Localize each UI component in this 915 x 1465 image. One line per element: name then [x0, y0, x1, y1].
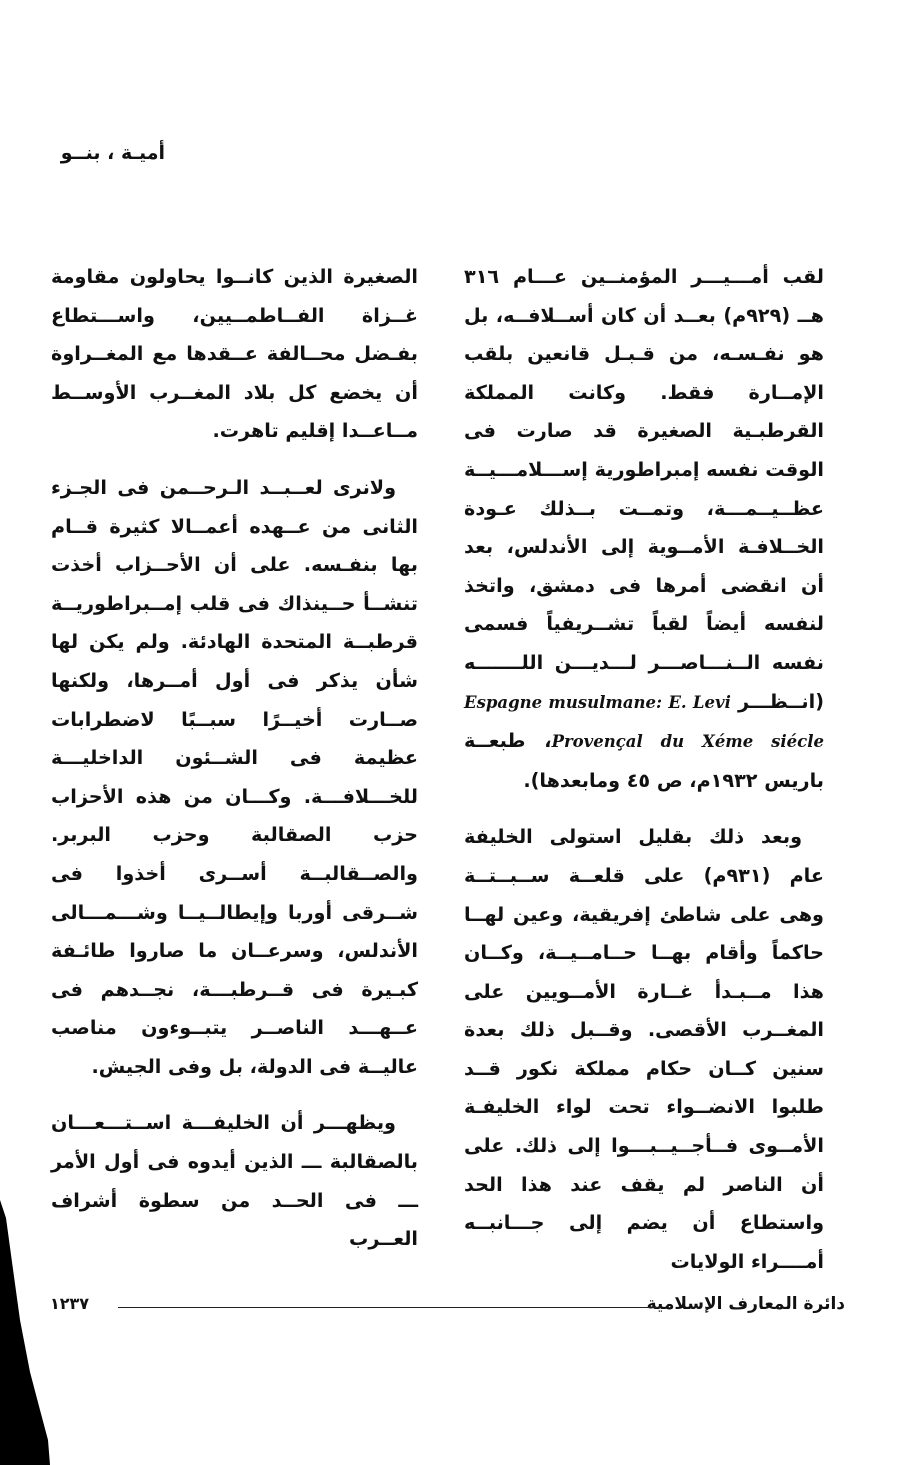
paragraph-text: ، طبعــة باريس ١٩٣٢م، ص ٤٥ ومابعدها).: [464, 729, 824, 792]
text-column-right: [464, 258, 824, 1299]
paragraph-text: لقب أمـــيـــر المؤمنــين عـــام ٣١٦ هــ (٩٢٩م) بعــد أن كان أســلافــه، بل هو نفـسـه، من قـبـل قانعين بلقب الإمــارة فقط. وكانت المملكة القرطبـية الصغيرة قد صارت فى الوقت نفسه إمبراطورية إســـلامـــيــة عظــيــمـــة، وتمــت بــذلك عـودة الخــلافـة الأمــوية إلى الأندلس، بعد أن انقضى أمرها فى دمشق، واتخذ لنفسه أيضاً لقباً تشــريفياً فسمى نفسه الــنـــاصـــر لـــديـــن اللـــــــه (انــظـــر: [464, 265, 824, 713]
running-head-title: أميـة ، بنــو: [60, 142, 165, 164]
footer-divider: [118, 1307, 660, 1308]
text-column-left: [51, 258, 418, 1277]
paragraph: ويظهـــر أن الخليفـــة اســتـــعـــان بالصقالبة ـــ الذين أيدوه فى أول الأمر ـــ فى الحــد من سطوة أشراف العــرب: [51, 1111, 418, 1251]
page-number: ١٢٣٧: [50, 1294, 90, 1313]
latin-citation: Espagne musulmane: E. Levi Provençal du Xéme siécle: [464, 692, 824, 752]
paragraph: الصغيرة الذين كانــوا يحاولون مقاومة غــزاة الفــاطمــيين، واســـتطاع بفـضل محــالفة عــقدها مع المغــراوة أن يخضع كل بلاد المغــرب الأوســط مــاعــدا إقليم تاهرت.: [51, 265, 418, 443]
footer-encyclopedia-title: دائرة المعارف الإسلامية: [646, 1294, 845, 1314]
paragraph: وبعد ذلك بقليل استولى الخليفة عام (٩٣١م) على قلعــة ســبــتــة وهى على شاطئ إفريقية، وعين لهــا حاكماً وأقام بهــا حــامــيــة، وكــان هذا مــبـدأ غــارة الأمــويين على المغــرب الأقصى. وقــبل ذلك بعدة سنين كــان حكام مملكة نكور قــد طلبوا الانضــواء تحت لواء الخليفـة الأمــوى فــأجــيــبـــوا إلى ذلك. على أن الناصر لم يقف عند هذا الحد واستطاع أن يضم إلى جـــانبــه أمــــراء الولايات: [464, 825, 824, 1273]
paragraph: [464, 258, 824, 800]
page-footer: [50, 1294, 845, 1320]
paragraph: ولانرى لعــبــد الـرحــمن فى الجـزء الثانى من عــهده أعمــالا كثيرة قــام بها بنفـسه. على أن الأحــزاب أخذت تنشــأ حــينذاك فى قلب إمــبراطوريــة قرطبــة المتحدة الهادئة. ولم يكن لها شأن يذكر فى أول أمــرها، ولكنها صــارت أخيــرًا سبــبًا لاضطرابات عظيمة فى الشــئون الداخليـــة للخـــلافـــة. وكـــان من هذه الأحزاب حزب الصقالبة وحزب البربر. والصــقالبــة أســرى أخذوا فى شــرقى أوربا وإيطالــيــا وشـــمـــالى الأندلس، وسرعــان ما صاروا طائـفة كبـيرة فى قــرطبـــة، نجــدهم فى عــهـــد الناصــر يتبــوءون مناصب عاليــة فى الدولة، بل وفى الجيش.: [51, 475, 418, 1078]
